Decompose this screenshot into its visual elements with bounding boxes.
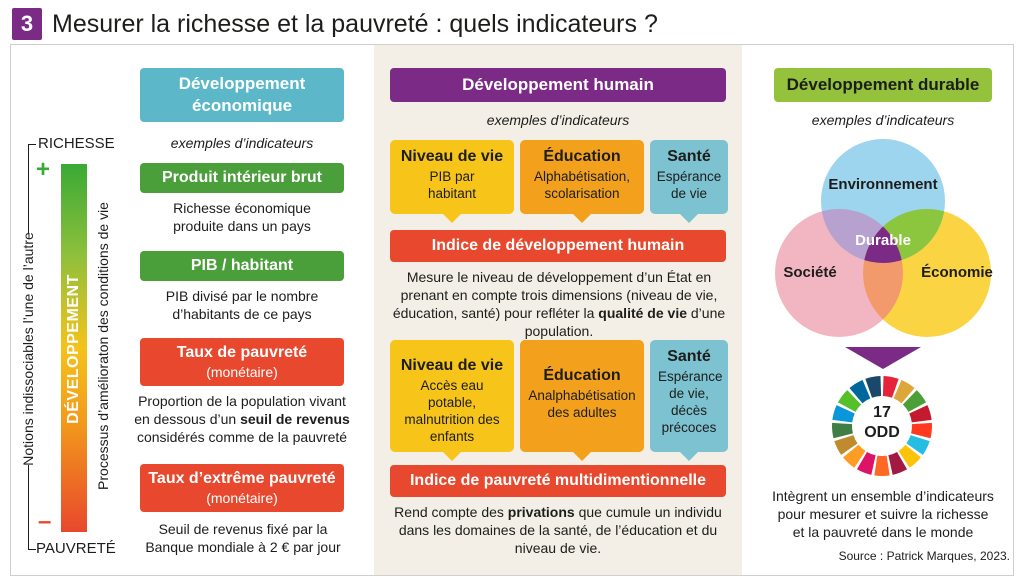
extreme-pauvrete-description: Seuil de revenus fixé par la Banque mondiale à 2 € par jour xyxy=(145,521,341,555)
ipm-niveau-title: Niveau de vie xyxy=(400,357,504,374)
durable-examples-label: exemples d’indicateurs xyxy=(811,112,955,128)
venn-durable-label: Durable xyxy=(855,232,911,249)
idh-sante-text: Espérance de vie xyxy=(656,169,722,201)
venn-societe-label: Société xyxy=(783,264,837,281)
ipm-desc-pre: Rend compte des xyxy=(394,504,508,520)
pib-header: Produit intérieur brut xyxy=(140,163,344,193)
idh-desc-bold: qualité de vie xyxy=(598,305,687,321)
page-title: Mesurer la richesse et la pauvreté : quels indicateurs ? xyxy=(52,10,658,38)
vertical-left-text: Notions indissociables l’une de l’autre xyxy=(20,232,36,466)
down-arrow-icon xyxy=(845,347,921,369)
ipm-sante-text: Espérance de vie, décès précoces xyxy=(658,369,723,435)
taux-pauvrete-desc-bold: seuil de revenus xyxy=(240,411,350,427)
extreme-pauvrete-title: Taux d’extrême pauvreté xyxy=(148,470,336,487)
ipm-niveau-de-vie-box xyxy=(390,340,514,452)
idh-desc-post: d’une population. xyxy=(524,305,726,339)
plus-sign: + xyxy=(36,156,51,183)
extreme-pauvrete-subtitle: (monétaire) xyxy=(206,490,278,506)
minus-sign: – xyxy=(38,508,52,535)
taux-pauvrete-description xyxy=(132,392,352,446)
idh-sante-title: Santé xyxy=(667,148,711,165)
sdg-segment xyxy=(832,423,853,438)
vertical-right-text: Processus d’amélioraton des conditions de vie xyxy=(95,202,111,490)
idh-niveau-text: PIB par habitant xyxy=(427,169,477,201)
ipm-education-pointer xyxy=(573,452,591,461)
pib-habitant-header: PIB / habitant xyxy=(140,251,344,281)
idh-desc-pre: Mesure le niveau de développement d’un État en prenant en compte trois dimensions (niveau de vie, éducation, santé) pour refléter la xyxy=(392,269,718,321)
idh-sante-pointer xyxy=(680,214,698,223)
taux-pauvrete-title: Taux de pauvreté xyxy=(176,344,308,361)
economic-development-header: Développement économique xyxy=(140,68,344,122)
ipm-niveau-text: Accès eau potable, malnutrition des enfants xyxy=(404,378,500,444)
ipm-niveau-pointer xyxy=(443,452,461,461)
sdg-segment xyxy=(874,456,889,476)
idh-education-pointer xyxy=(573,214,591,223)
idh-niveau-title: Niveau de vie xyxy=(400,148,504,165)
axis-bracket-bottom xyxy=(28,549,36,550)
ipm-description xyxy=(392,503,724,557)
venn-environnement-label: Environnement xyxy=(828,176,938,193)
idh-education-title: Éducation xyxy=(543,148,621,165)
idh-description xyxy=(384,268,734,340)
taux-pauvrete-subtitle: (monétaire) xyxy=(206,364,278,380)
source-note: Source : Patrick Marques, 2023. xyxy=(838,549,1010,563)
taux-pauvrete-header xyxy=(140,338,344,386)
ipm-sante-box xyxy=(650,340,728,452)
pib-description: Richesse économique produite dans un pays xyxy=(173,200,311,234)
ipm-desc-post: que cumule un individu dans les domaines de la santé, de l’éducation et du niveau de vie. xyxy=(398,504,722,556)
economic-examples-label: exemples d’indicateurs xyxy=(170,135,314,151)
pib-habitant-description: PIB divisé par le nombre d’habitants de ce pays xyxy=(165,288,319,322)
ipm-header: Indice de pauvreté multidimentionnelle xyxy=(390,465,726,497)
figure-number: 3 xyxy=(12,8,42,40)
durable-description: Intègrent un ensemble d’indicateurs pour mesurer et suivre la richesse et la pauvreté dans le monde xyxy=(772,488,994,540)
idh-education-text: Alphabétisation, scolarisation xyxy=(533,169,631,201)
development-bar-label: DÉVELOPPEMENT xyxy=(65,274,82,424)
ipm-education-box xyxy=(520,340,644,452)
idh-niveau-pointer xyxy=(443,214,461,223)
durable-development-header: Développement durable xyxy=(774,68,992,102)
ipm-sante-pointer xyxy=(680,452,698,461)
odd-label: ODD xyxy=(864,424,900,441)
axis-bracket-top xyxy=(28,144,36,145)
idh-education-box xyxy=(520,140,644,214)
idh-header: Indice de développement humain xyxy=(390,230,726,262)
ipm-education-text: Analphabétisation des adultes xyxy=(528,388,636,420)
idh-niveau-de-vie-box xyxy=(390,140,514,214)
taux-pauvrete-desc-post: considérés comme de la pauvreté xyxy=(136,429,348,445)
ipm-desc-bold: privations xyxy=(507,504,575,520)
pauvrete-label: PAUVRETÉ xyxy=(36,540,116,557)
extreme-pauvrete-header xyxy=(140,464,344,512)
ipm-education-title: Éducation xyxy=(543,367,621,384)
taux-pauvrete-desc-pre: Proportion de la population vivant en dessous d’un xyxy=(134,393,346,427)
idh-sante-box xyxy=(650,140,728,214)
odd-number: 17 xyxy=(873,404,891,421)
ipm-sante-title: Santé xyxy=(667,348,711,365)
human-development-header: Développement humain xyxy=(390,68,726,102)
richesse-label: RICHESSE xyxy=(38,135,115,152)
sdg-segment xyxy=(911,423,932,438)
venn-economie-label: Économie xyxy=(921,264,993,281)
human-examples-label: exemples d’indicateurs xyxy=(486,112,630,128)
